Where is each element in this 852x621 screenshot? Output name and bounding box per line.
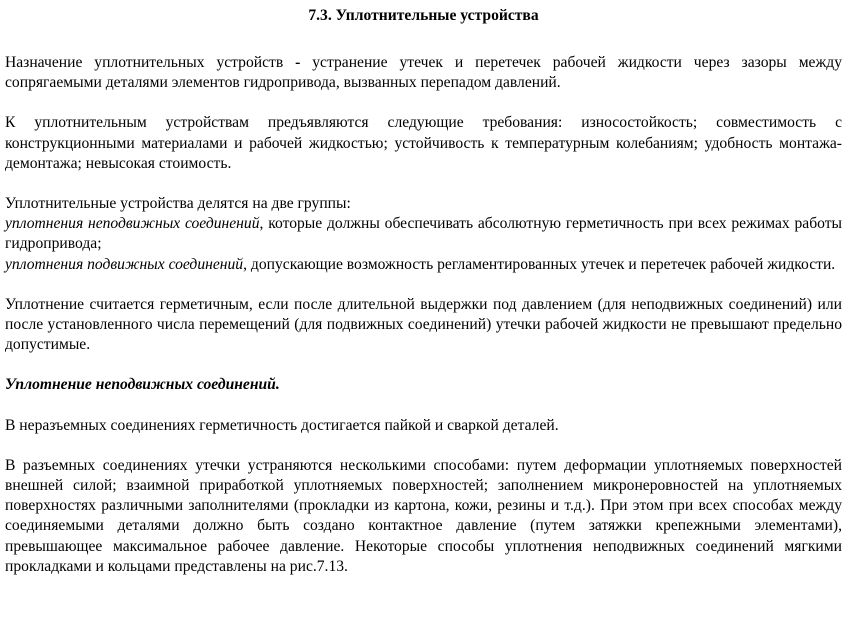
group-static-term: уплотнения неподвижных соединений xyxy=(5,215,260,233)
purpose-term: Назначение уплотнительных устройств xyxy=(5,54,284,71)
purpose-dash: - xyxy=(283,54,313,71)
group-moving-term: уплотнения подвижных соединений xyxy=(5,255,244,273)
paragraph-detachable-joints: В разъемных соединениях утечки устраняются несколькими способами: путем деформации уплотняемых поверхностей внешней силой; взаимной приработкой уплотняемых поверхностей; заполнением микронеровностей на уплотняемых поверхностях различными заполнителями (прокладки из картона, кожи, резины и т.д.). При этом при всех способах между соединяемыми деталями должно быть создано контактное давление (путем затяжки крепежными элементами), превышающее максимальное рабочее давление. Некоторые способы уплотнения неподвижных соединений мягкими прокладками и кольцами представлены на рис.7.13. xyxy=(5,456,842,575)
group-static xyxy=(5,214,842,254)
paragraph-requirements: К уплотнительным устройствам предъявляются следующие требования: износостойкость; совместимость с конструкционными материалами и рабочей жидкостью; устойчивость к температурным колебаниям; удобность монтажа-демонтажа; невысокая стоимость. xyxy=(5,114,842,172)
paragraph-tightness: Уплотнение считается герметичным, если после длительной выдержки под давлением (для неподвижных соединений) или после установленного числа перемещений (для подвижных соединений) утечки рабочей жидкости не превышают предельно допустимые. xyxy=(5,295,842,354)
paragraph-groups xyxy=(5,194,842,275)
purpose-text: устранение утечек и перетечек рабочей жидкости через зазоры между сопрягаемыми деталями элементов гидропривода, вызванных перепадом давлений. xyxy=(5,54,842,92)
subheading-static-seals: Уплотнение неподвижных соединений. xyxy=(5,376,280,394)
group-moving-text: , допускающие возможность регламентированных утечек и перетечек рабочей жидкости. xyxy=(243,255,836,273)
paragraph-permanent-joints: В неразъемных соединениях герметичность достигается пайкой и сваркой деталей. xyxy=(5,416,559,434)
group-moving xyxy=(5,255,842,275)
paragraph-purpose xyxy=(5,53,842,93)
groups-intro: Уплотнительные устройства делятся на две группы: xyxy=(5,195,351,213)
section-title: 7.3. Уплотнительные устройства xyxy=(308,7,539,24)
group-static-text: , которые должны обеспечивать абсолютную герметичность при всех режимах работы гидропривода; xyxy=(5,215,843,253)
